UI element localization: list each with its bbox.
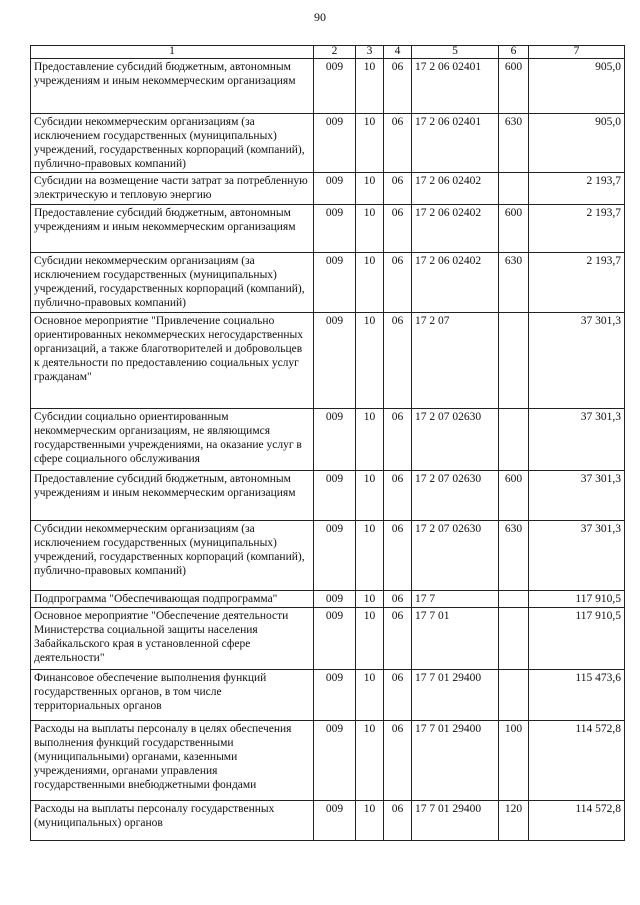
row-section-code: 10 [356, 114, 384, 173]
column-header: 4 [384, 46, 412, 59]
table-row [31, 409, 625, 471]
row-subsection-code: 06 [384, 173, 412, 205]
row-subsection-code: 06 [384, 313, 412, 409]
row-gr-code: 009 [314, 114, 356, 173]
row-name: Предоставление субсидий бюджетным, автономным учреждениям и иным некоммерческим организациям [31, 59, 314, 114]
row-gr-code: 009 [314, 313, 356, 409]
row-gr-code: 009 [314, 205, 356, 253]
row-section-code: 10 [356, 409, 384, 471]
column-header: 6 [499, 46, 529, 59]
table-row [31, 114, 625, 173]
row-section-code: 10 [356, 608, 384, 670]
row-subsection-code: 06 [384, 114, 412, 173]
table-row [31, 801, 625, 841]
row-amount: 2 193,7 [529, 173, 625, 205]
row-expense-type: 600 [499, 205, 529, 253]
table-row [31, 173, 625, 205]
row-amount: 905,0 [529, 114, 625, 173]
row-expense-type [499, 409, 529, 471]
row-target-code: 17 7 01 [412, 608, 499, 670]
table-row [31, 591, 625, 608]
row-subsection-code: 06 [384, 253, 412, 313]
table-row [31, 521, 625, 591]
row-amount: 37 301,3 [529, 313, 625, 409]
row-subsection-code: 06 [384, 801, 412, 841]
row-expense-type [499, 670, 529, 721]
row-gr-code: 009 [314, 591, 356, 608]
row-subsection-code: 06 [384, 721, 412, 801]
row-section-code: 10 [356, 313, 384, 409]
row-name: Субсидии некоммерческим организациям (за исключением государственных (муниципальных) учреждений, государственных корпораций (компаний), публично-правовых компаний) [31, 253, 314, 313]
column-header: 2 [314, 46, 356, 59]
row-section-code: 10 [356, 801, 384, 841]
column-header: 7 [529, 46, 625, 59]
row-subsection-code: 06 [384, 608, 412, 670]
table-row [31, 205, 625, 253]
row-name: Субсидии на возмещение части затрат за потребленную электрическую и тепловую энергию [31, 173, 314, 205]
row-target-code: 17 7 01 29400 [412, 801, 499, 841]
row-section-code: 10 [356, 521, 384, 591]
column-header: 1 [31, 46, 314, 59]
page-number: 90 [314, 10, 326, 24]
row-amount: 2 193,7 [529, 205, 625, 253]
row-name: Предоставление субсидий бюджетным, автономным учреждениям и иным некоммерческим организациям [31, 205, 314, 253]
table-row [31, 253, 625, 313]
row-subsection-code: 06 [384, 521, 412, 591]
row-target-code: 17 7 [412, 591, 499, 608]
row-name: Субсидии некоммерческим организациям (за исключением государственных (муниципальных) учреждений, государственных корпораций (компаний), публично-правовых компаний) [31, 521, 314, 591]
row-expense-type: 600 [499, 471, 529, 521]
row-name: Субсидии социально ориентированным некоммерческим организациям, не являющимся государственными учреждениями, на оказание услуг в сфере социального обслуживания [31, 409, 314, 471]
row-target-code: 17 2 07 02630 [412, 471, 499, 521]
row-amount: 905,0 [529, 59, 625, 114]
row-target-code: 17 2 06 02401 [412, 114, 499, 173]
row-name: Финансовое обеспечение выполнения функций государственных органов, в том числе территориальных органов [31, 670, 314, 721]
row-gr-code: 009 [314, 173, 356, 205]
row-name: Подпрограмма "Обеспечивающая подпрограмма" [31, 591, 314, 608]
row-amount: 2 193,7 [529, 253, 625, 313]
row-gr-code: 009 [314, 521, 356, 591]
table-row [31, 471, 625, 521]
row-target-code: 17 7 01 29400 [412, 670, 499, 721]
table-row [31, 313, 625, 409]
row-target-code: 17 2 06 02402 [412, 173, 499, 205]
row-section-code: 10 [356, 591, 384, 608]
table-row [31, 721, 625, 801]
row-subsection-code: 06 [384, 471, 412, 521]
row-expense-type [499, 173, 529, 205]
row-name: Основное мероприятие "Привлечение социально ориентированных некоммерческих негосударственных организаций, а также благотворителей и добровольцев к деятельности по предоставлению социальных услуг гражданам" [31, 313, 314, 409]
row-expense-type: 630 [499, 521, 529, 591]
row-amount: 37 301,3 [529, 471, 625, 521]
row-subsection-code: 06 [384, 409, 412, 471]
row-subsection-code: 06 [384, 59, 412, 114]
row-expense-type [499, 313, 529, 409]
row-section-code: 10 [356, 59, 384, 114]
row-amount: 117 910,5 [529, 591, 625, 608]
row-name: Расходы на выплаты персоналу государственных (муниципальных) органов [31, 801, 314, 841]
row-target-code: 17 2 07 02630 [412, 521, 499, 591]
row-expense-type: 630 [499, 253, 529, 313]
table-row [31, 59, 625, 114]
row-target-code: 17 7 01 29400 [412, 721, 499, 801]
row-target-code: 17 2 07 [412, 313, 499, 409]
row-expense-type: 630 [499, 114, 529, 173]
row-name: Субсидии некоммерческим организациям (за исключением государственных (муниципальных) учреждений, государственных корпораций (компаний), публично-правовых компаний) [31, 114, 314, 173]
row-expense-type [499, 591, 529, 608]
row-name: Предоставление субсидий бюджетным, автономным учреждениям и иным некоммерческим организациям [31, 471, 314, 521]
budget-table [30, 45, 625, 841]
row-name: Основное мероприятие "Обеспечение деятельности Министерства социальной защиты населения Забайкальского края в установленной сфере деятельности" [31, 608, 314, 670]
row-subsection-code: 06 [384, 591, 412, 608]
row-expense-type [499, 608, 529, 670]
row-gr-code: 009 [314, 409, 356, 471]
table-row [31, 670, 625, 721]
row-target-code: 17 2 06 02401 [412, 59, 499, 114]
row-section-code: 10 [356, 670, 384, 721]
row-amount: 114 572,8 [529, 801, 625, 841]
row-target-code: 17 2 06 02402 [412, 253, 499, 313]
row-gr-code: 009 [314, 801, 356, 841]
row-section-code: 10 [356, 205, 384, 253]
table-row [31, 608, 625, 670]
column-number-row [31, 46, 625, 59]
row-expense-type: 600 [499, 59, 529, 114]
row-gr-code: 009 [314, 608, 356, 670]
row-subsection-code: 06 [384, 670, 412, 721]
row-amount: 114 572,8 [529, 721, 625, 801]
row-section-code: 10 [356, 253, 384, 313]
row-subsection-code: 06 [384, 205, 412, 253]
row-amount: 37 301,3 [529, 521, 625, 591]
row-section-code: 10 [356, 471, 384, 521]
row-amount: 37 301,3 [529, 409, 625, 471]
column-header: 3 [356, 46, 384, 59]
row-name: Расходы на выплаты персоналу в целях обеспечения выполнения функций государственными (муниципальными) органами, казенными учреждениями, органами управления государственными внебюджетными фондами [31, 721, 314, 801]
column-header: 5 [412, 46, 499, 59]
row-amount: 115 473,6 [529, 670, 625, 721]
row-expense-type: 120 [499, 801, 529, 841]
row-expense-type: 100 [499, 721, 529, 801]
row-amount: 117 910,5 [529, 608, 625, 670]
row-target-code: 17 2 07 02630 [412, 409, 499, 471]
row-section-code: 10 [356, 173, 384, 205]
row-gr-code: 009 [314, 721, 356, 801]
row-gr-code: 009 [314, 670, 356, 721]
row-section-code: 10 [356, 721, 384, 801]
row-gr-code: 009 [314, 471, 356, 521]
row-gr-code: 009 [314, 59, 356, 114]
row-gr-code: 009 [314, 253, 356, 313]
row-target-code: 17 2 06 02402 [412, 205, 499, 253]
